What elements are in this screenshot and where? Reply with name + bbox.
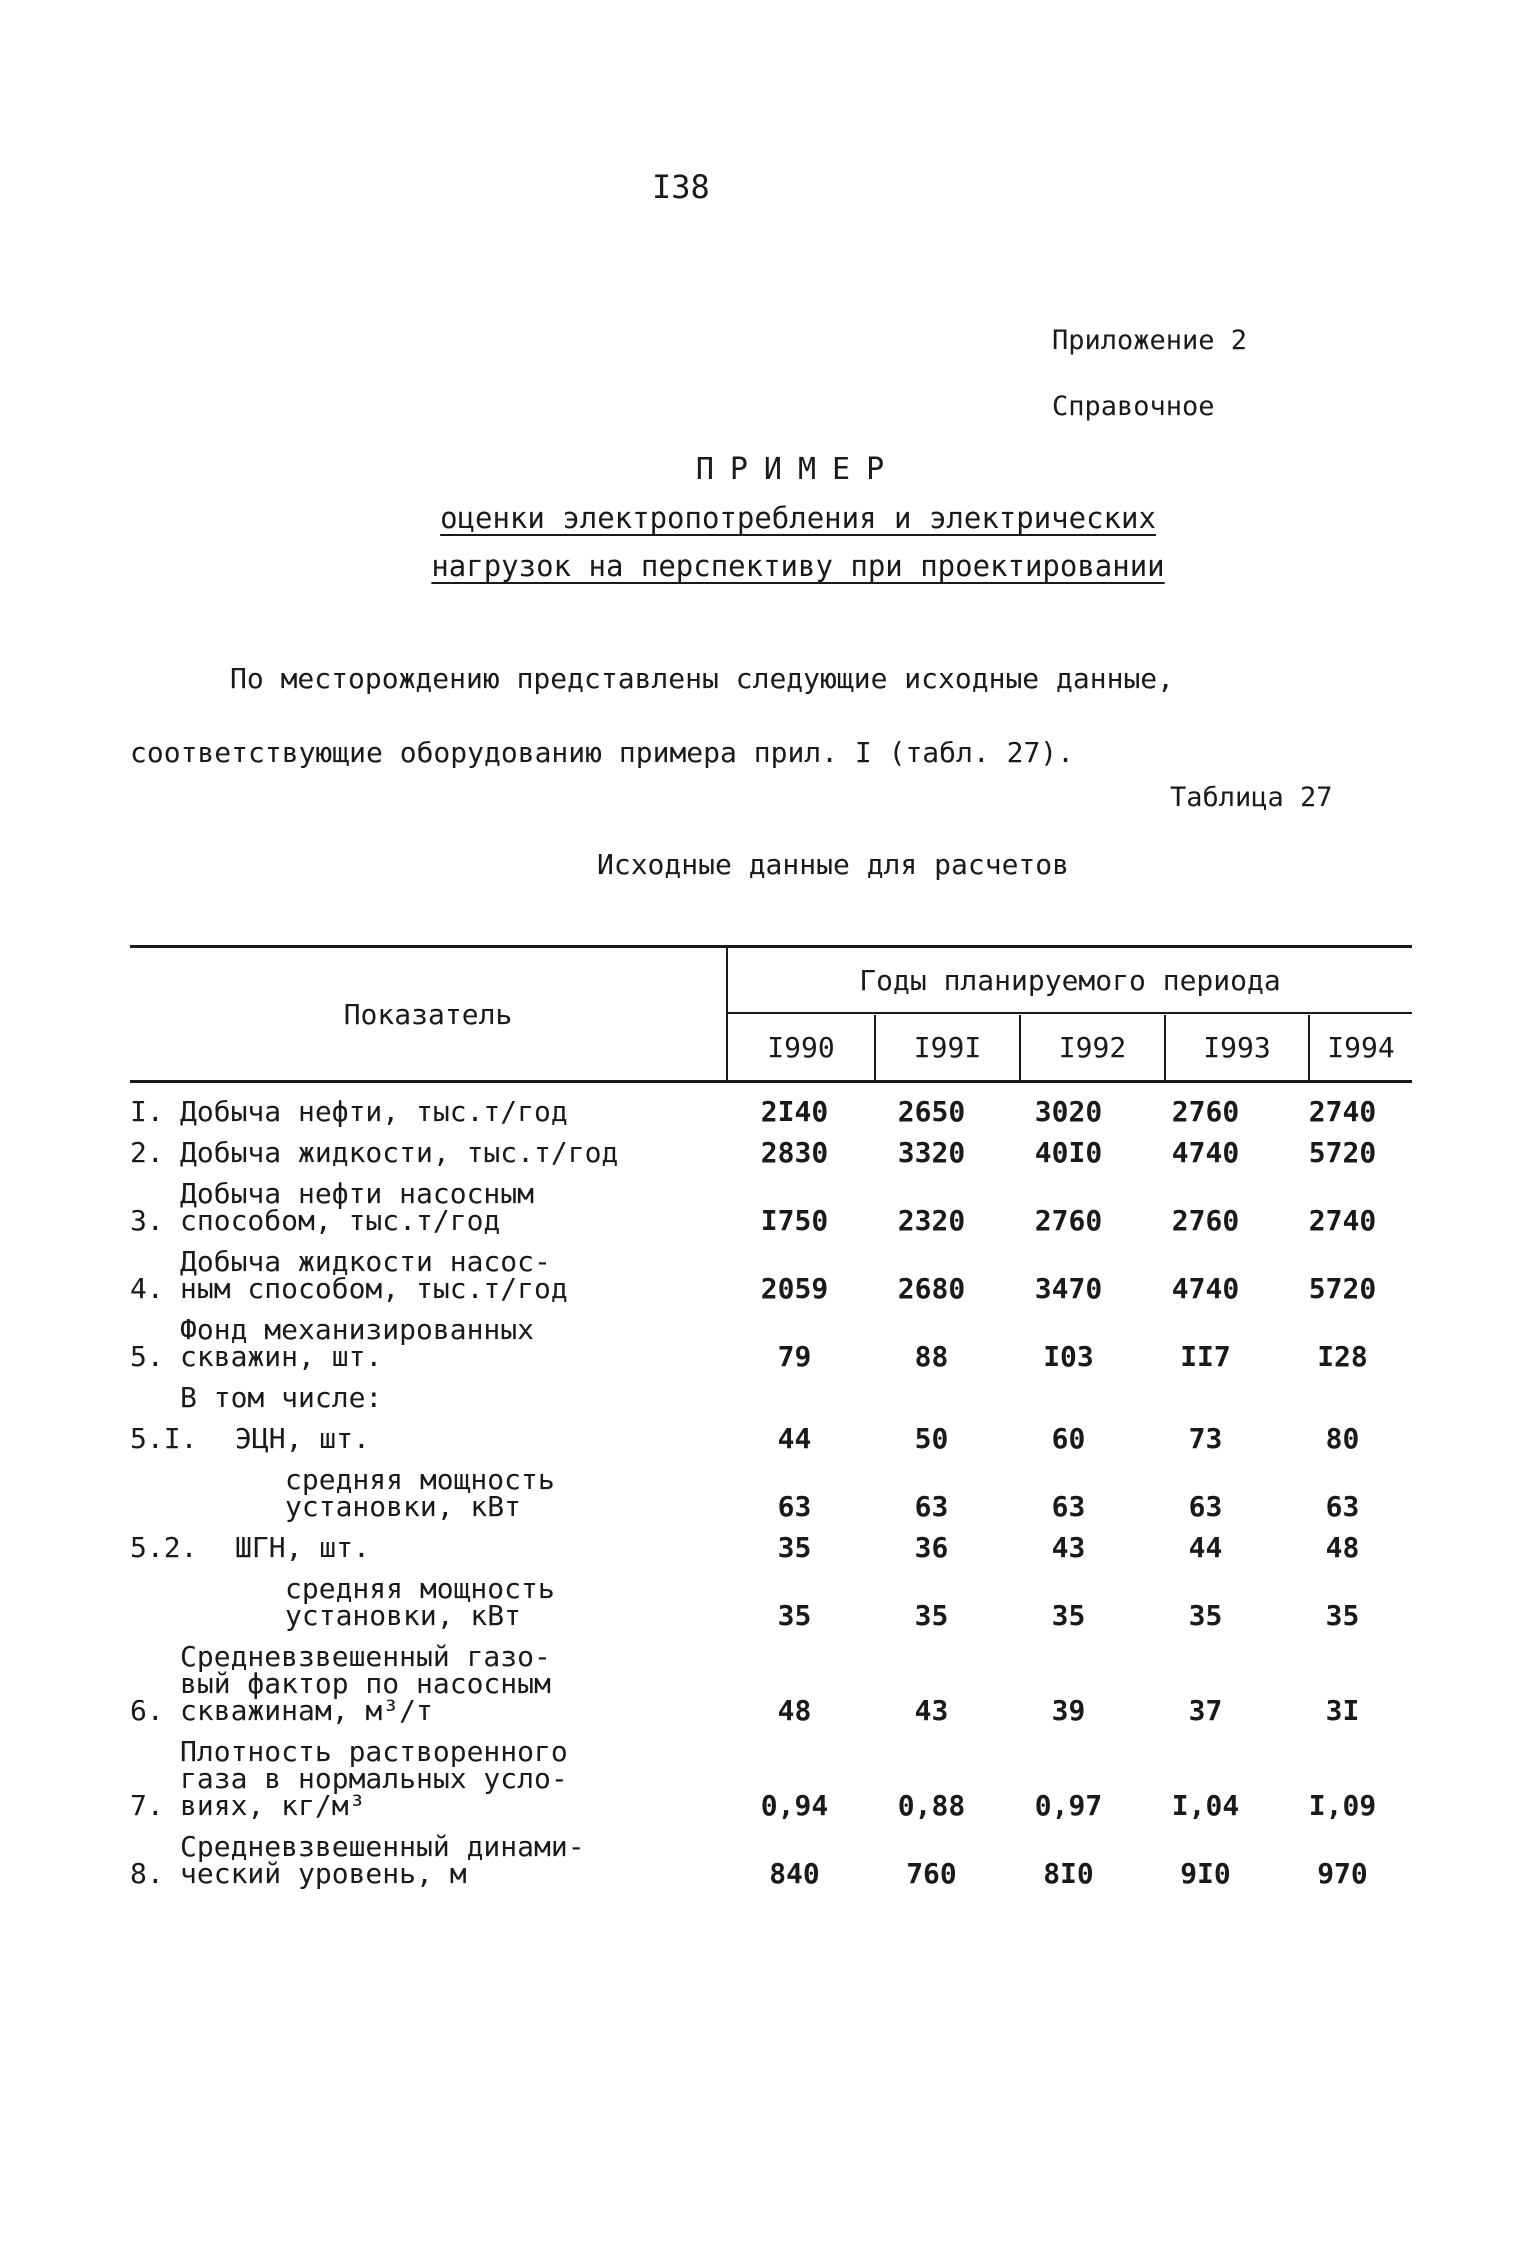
- cell-value: 8I0: [1043, 1857, 1094, 1890]
- row-label: Средневзвешенный динами- ческий уровень, м: [180, 1830, 585, 1890]
- cell-value: 2680: [897, 1272, 966, 1305]
- cell-value: 2760: [1171, 1204, 1240, 1237]
- cell-value: 9I0: [1180, 1857, 1231, 1890]
- cell-value: 4740: [1171, 1136, 1240, 1169]
- cell-value: 40I0: [1034, 1136, 1103, 1169]
- appendix-block: [1052, 308, 1247, 440]
- cell-value: 35: [1051, 1599, 1086, 1632]
- cell-value: 60: [1051, 1422, 1086, 1455]
- table-label: Таблица 27: [1170, 782, 1333, 813]
- table-row: [130, 1735, 1412, 1822]
- cell-value: 79: [777, 1340, 812, 1373]
- cell-value: I750: [760, 1204, 829, 1237]
- header-year: I993: [1166, 1015, 1310, 1080]
- row-label: Средневзвешенный газо- вый фактор по насосным скважинам, м³/т: [180, 1640, 551, 1727]
- cell-value: 2I40: [760, 1095, 829, 1128]
- cell-value: 48: [1325, 1531, 1360, 1564]
- cell-value: 44: [777, 1422, 812, 1455]
- cell-value: 39: [1051, 1694, 1086, 1727]
- cell-value: 44: [1188, 1531, 1223, 1564]
- cell-value: 0,88: [897, 1789, 966, 1822]
- table-row: [130, 1095, 1412, 1128]
- page-number: I38: [652, 168, 710, 206]
- title-line-2: нагрузок на перспективу при проектировании: [431, 549, 1165, 583]
- cell-value: I,09: [1308, 1789, 1377, 1822]
- table-row: [130, 1640, 1412, 1727]
- cell-value: 36: [914, 1531, 949, 1564]
- cell-value: 0,97: [1034, 1789, 1103, 1822]
- cell-value: 2760: [1034, 1204, 1103, 1237]
- cell-value: 63: [1325, 1490, 1360, 1523]
- row-label: средняя мощность установки, кВт: [285, 1463, 555, 1523]
- row-label: Фонд механизированных скважин, шт.: [180, 1313, 535, 1373]
- row-number: 6.: [130, 1694, 164, 1727]
- row-label: В том числе:: [180, 1381, 383, 1414]
- row-label: Добыча нефти насосным способом, тыс.т/год: [180, 1177, 535, 1237]
- cell-value: 2740: [1308, 1204, 1377, 1237]
- cell-value: 2740: [1308, 1095, 1377, 1128]
- cell-value: 48: [777, 1694, 812, 1727]
- table-row: [130, 1463, 1412, 1523]
- header-year: I992: [1021, 1015, 1166, 1080]
- appendix-label: Приложение 2: [1052, 325, 1248, 356]
- cell-value: 35: [777, 1599, 812, 1632]
- cell-value: 73: [1188, 1422, 1223, 1455]
- cell-value: 2320: [897, 1204, 966, 1237]
- table-row: [130, 1381, 1412, 1414]
- header-year: I99I: [876, 1015, 1021, 1080]
- cell-value: 2650: [897, 1095, 966, 1128]
- row-number: 5.: [130, 1340, 164, 1373]
- title-line-1: оценки электропотребления и электрических: [440, 501, 1156, 535]
- header-year: I994: [1327, 1031, 1395, 1064]
- cell-value: 37: [1188, 1694, 1223, 1727]
- row-number: 2.: [130, 1136, 164, 1169]
- cell-value: 35: [777, 1531, 812, 1564]
- row-number: 3.: [130, 1204, 164, 1237]
- table-title: Исходные данные для расчетов: [596, 848, 1069, 881]
- row-label: Добыча жидкости, тыс.т/год: [180, 1136, 619, 1169]
- cell-value: 760: [906, 1857, 957, 1890]
- cell-value: I28: [1317, 1340, 1368, 1373]
- row-number: I.: [130, 1095, 164, 1128]
- intro-line-2: соответствующие оборудованию примера прил. I (табл. 27).: [130, 736, 1075, 769]
- intro-paragraph: [130, 642, 1420, 790]
- row-label: Добыча нефти, тыс.т/год: [180, 1095, 568, 1128]
- appendix-type: Справочное: [1052, 391, 1215, 422]
- cell-value: 43: [914, 1694, 949, 1727]
- row-label: ШГН, шт.: [235, 1531, 370, 1564]
- row-number: 7.: [130, 1789, 164, 1822]
- cell-value: 2059: [760, 1272, 829, 1305]
- row-number: 8.: [130, 1857, 164, 1890]
- cell-value: 3I: [1325, 1694, 1360, 1727]
- row-number: 5.I.: [130, 1422, 198, 1455]
- cell-value: 35: [1325, 1599, 1360, 1632]
- cell-value: 50: [914, 1422, 949, 1455]
- cell-value: 3320: [897, 1136, 966, 1169]
- table-row: [130, 1245, 1412, 1305]
- table-body: [130, 1095, 1412, 1901]
- table-header: [130, 945, 1412, 1083]
- table-row: [130, 1531, 1412, 1564]
- cell-value: 0,94: [760, 1789, 829, 1822]
- row-number: 5.2.: [130, 1531, 198, 1564]
- header-year: I990: [728, 1015, 876, 1080]
- cell-value: 35: [1188, 1599, 1223, 1632]
- header-param: Показатель: [130, 948, 728, 1080]
- cell-value: 80: [1325, 1422, 1360, 1455]
- cell-value: 5720: [1308, 1136, 1377, 1169]
- row-number: 4.: [130, 1272, 164, 1305]
- cell-value: 35: [914, 1599, 949, 1632]
- cell-value: 43: [1051, 1531, 1086, 1564]
- row-label: ЭЦН, шт.: [235, 1422, 370, 1455]
- cell-value: I03: [1043, 1340, 1094, 1373]
- cell-value: 4740: [1171, 1272, 1240, 1305]
- row-label: Добыча жидкости насос- ным способом, тыс.т/год: [180, 1245, 568, 1305]
- cell-value: I,04: [1171, 1789, 1240, 1822]
- cell-value: 3020: [1034, 1095, 1103, 1128]
- table-row: [130, 1422, 1412, 1455]
- table-row: [130, 1177, 1412, 1237]
- document-title: [0, 446, 1536, 590]
- intro-line-1: По месторождению представлены следующие исходные данные,: [230, 662, 1175, 695]
- cell-value: 63: [777, 1490, 812, 1523]
- cell-value: 63: [914, 1490, 949, 1523]
- cell-value: 88: [914, 1340, 949, 1373]
- row-label: средняя мощность установки, кВт: [285, 1572, 555, 1632]
- row-label: Плотность растворенного газа в нормальных усло- виях, кг/м³: [180, 1735, 568, 1822]
- table-row: [130, 1572, 1412, 1632]
- table-row: [130, 1136, 1412, 1169]
- table-row: [130, 1313, 1412, 1373]
- cell-value: 840: [769, 1857, 820, 1890]
- title-heading: ПРИМЕР: [695, 452, 901, 487]
- cell-value: 63: [1188, 1490, 1223, 1523]
- header-period: Годы планируемого периода: [728, 948, 1412, 1014]
- cell-value: II7: [1180, 1340, 1231, 1373]
- cell-value: 63: [1051, 1490, 1086, 1523]
- cell-value: 970: [1317, 1857, 1368, 1890]
- table-row: [130, 1830, 1412, 1890]
- cell-value: 5720: [1308, 1272, 1377, 1305]
- cell-value: 2830: [760, 1136, 829, 1169]
- cell-value: 3470: [1034, 1272, 1103, 1305]
- cell-value: 2760: [1171, 1095, 1240, 1128]
